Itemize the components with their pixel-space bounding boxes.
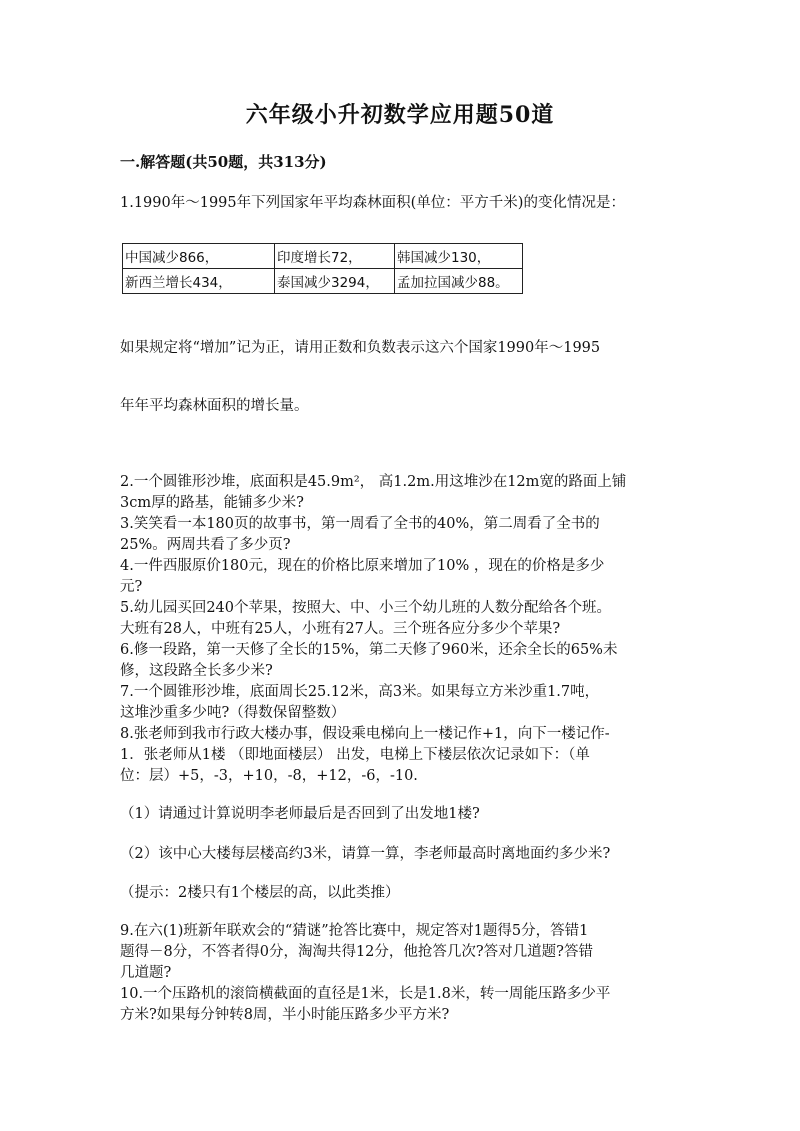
table-cell: 新西兰增长434， <box>123 269 275 294</box>
question-6-line-1: 6.修一段路，第一天修了全长的15%，第二天修了960米，还余全长的65%未 <box>120 642 618 658</box>
question-8-line-3: 位：层）+5，-3，+10，-8，+12，-6，-10. <box>120 768 418 784</box>
question-1-stem: 1.1990年～1995年下列国家年平均森林面积(单位：平方千米)的变化情况是： <box>120 195 625 211</box>
question-8-hint: （提示：2楼只有1个楼层的高，以此类推） <box>120 885 400 901</box>
question-8-line-1: 8.张老师到我市行政大楼办事，假设乘电梯向上一楼记作+1，向下一楼记作- <box>120 726 610 742</box>
question-10-line-1: 10.一个压路机的滚筒横截面的直径是1米，长是1.8米，转一周能压路多少平 <box>120 986 611 1002</box>
question-1-ask-line-2: 年年平均森林面积的增长量。 <box>120 398 309 414</box>
question-4-line-1: 4.一件西服原价180元，现在的价格比原来增加了10% ，现在的价格是多少 <box>120 558 605 574</box>
question-1-ask-line-1: 如果规定将“增加”记为正，请用正数和负数表示这六个国家1990年～1995 <box>120 340 601 356</box>
question-5-line-2: 大班有28人，中班有25人，小班有27人。三个班各应分多少个苹果? <box>120 621 561 637</box>
table-cell: 韩国减少130， <box>395 244 523 269</box>
question-7-line-2: 这堆沙重多少吨?（得数保留整数） <box>120 705 346 721</box>
page-title: 六年级小升初数学应用题50道 <box>245 102 555 128</box>
question-8-line-2: 1．张老师从1楼 （即地面楼层） 出发，电梯上下楼层依次记录如下：（单 <box>120 747 590 763</box>
section-heading: 一.解答题(共50题，共313分) <box>120 153 327 171</box>
question-2-line-2: 3cm厚的路基，能铺多少米? <box>120 495 304 511</box>
question-3-line-2: 25%。两周共看了多少页? <box>120 537 291 553</box>
question-2-line-1: 2.一个圆锥形沙堆，底面积是45.9m²， 高1.2m.用这堆沙在12m宽的路面上铺 <box>120 474 627 490</box>
question-5-line-1: 5.幼儿园买回240个苹果，按照大、中、小三个幼儿班的人数分配给各个班。 <box>120 600 612 616</box>
question-6-line-2: 修，这段路全长多少米? <box>120 663 273 679</box>
table-cell: 印度增长72， <box>275 244 395 269</box>
table-cell: 孟加拉国减少88。 <box>395 269 523 294</box>
question-10-line-2: 方米?如果每分钟转8周，半小时能压路多少平方米? <box>120 1007 450 1023</box>
question-8-part-2: （2）该中心大楼每层楼高约3米，请算一算，李老师最高时离地面约多少米? <box>120 846 611 862</box>
question-7-line-1: 7.一个圆锥形沙堆，底面周长25.12米，高3米。如果每立方米沙重1.7吨， <box>120 684 600 700</box>
question-9-line-2: 题得－8分，不答者得0分，淘淘共得12分，他抢答几次?答对几道题?答错 <box>120 944 593 960</box>
question-8-part-1: （1）请通过计算说明李老师最后是否回到了出发地1楼? <box>120 806 480 822</box>
question-3-line-1: 3.笑笑看一本180页的故事书，第一周看了全书的40%，第二周看了全书的 <box>120 516 600 532</box>
table-row <box>123 269 523 294</box>
question-4-line-2: 元? <box>120 579 143 595</box>
table-row <box>123 244 523 269</box>
forest-change-table <box>122 243 523 294</box>
question-9-line-1: 9.在六(1)班新年联欢会的“猜谜”抢答比赛中，规定答对1题得5分，答错1 <box>120 923 589 939</box>
table-cell: 泰国减少3294， <box>275 269 395 294</box>
table-cell: 中国减少866， <box>123 244 275 269</box>
question-9-line-3: 几道题? <box>120 965 172 981</box>
